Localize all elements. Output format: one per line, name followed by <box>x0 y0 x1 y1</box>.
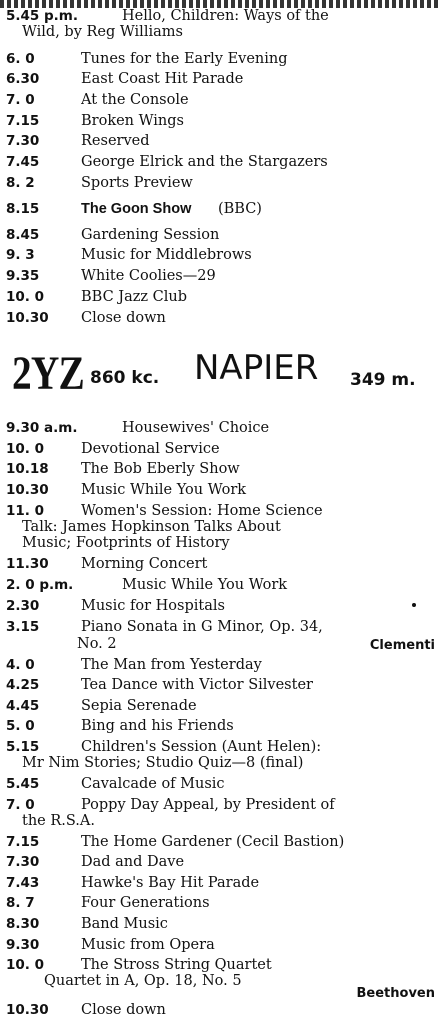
time-label: 8.45 <box>6 227 40 243</box>
time-label: 9.30 <box>6 937 40 953</box>
station-header <box>8 348 438 400</box>
time-label: 4. 0 <box>6 657 35 673</box>
program-title: Tea Dance with Victor Silvester <box>81 677 313 693</box>
program-title: Close down <box>81 310 166 326</box>
program-title: George Elrick and the Stargazers <box>81 154 328 170</box>
program-title: Music from Opera <box>81 937 215 953</box>
time-label: 7.30 <box>6 133 40 149</box>
program-title: Four Generations <box>81 895 210 911</box>
program-title: Children's Session (Aunt Helen): <box>81 739 322 755</box>
program-title: Devotional Service <box>81 441 220 457</box>
time-label: 10.30 <box>6 1002 49 1018</box>
program-continuation: the R.S.A. <box>22 813 95 829</box>
program-title: Women's Session: Home Science <box>81 503 323 519</box>
program-title: Cavalcade of Music <box>81 776 225 792</box>
time-label: 10.30 <box>6 310 49 326</box>
time-label: 5.45 <box>6 776 40 792</box>
program-title: Bing and his Friends <box>81 718 234 734</box>
program-title: Hello, Children: Ways of the <box>122 8 329 24</box>
program-title: At the Console <box>81 92 189 108</box>
time-label: 11. 0 <box>6 503 45 519</box>
program-title: The Stross String Quartet <box>81 957 272 973</box>
program-title: The Man from Yesterday <box>81 657 262 673</box>
time-label: 4.25 <box>6 677 40 693</box>
time-label: 4.45 <box>6 698 40 714</box>
time-label: 2. 0 p.m. <box>6 577 74 593</box>
wavelength: 349 m. <box>350 370 416 390</box>
program-title: Music for Hospitals <box>81 598 225 614</box>
bbc-note: (BBC) <box>217 201 262 217</box>
time-label: 9.35 <box>6 268 40 284</box>
time-label: 9.30 a.m. <box>6 420 78 436</box>
program-title: Music While You Work <box>81 482 247 498</box>
program-title: Band Music <box>81 916 168 932</box>
program-title: Reserved <box>81 133 150 149</box>
time-label: 10. 0 <box>6 957 45 973</box>
time-label: 8. 2 <box>6 175 35 191</box>
time-label: 7.15 <box>6 113 40 129</box>
time-label: 7.45 <box>6 154 40 170</box>
time-label: 2.30 <box>6 598 40 614</box>
program-continuation: Mr Nim Stories; Studio Quiz—8 (final) <box>22 755 304 771</box>
program-title: Close down <box>81 1002 166 1018</box>
time-label: 7.43 <box>6 875 40 891</box>
composer-credit: Clementi <box>369 638 435 653</box>
time-label: 8.30 <box>6 916 40 932</box>
time-label: 11.30 <box>6 556 49 572</box>
program-title: Morning Concert <box>81 556 208 572</box>
program-title: The Bob Eberly Show <box>81 461 240 477</box>
time-label: 8.15 <box>6 201 40 217</box>
program-title: Poppy Day Appeal, by President of <box>81 797 335 813</box>
time-label: 5.15 <box>6 739 40 755</box>
time-label: 3.15 <box>6 619 40 635</box>
program-title: Sepia Serenade <box>81 698 197 714</box>
station-city: NAPIER <box>194 348 319 388</box>
program-title: Music for Middlebrows <box>81 247 252 263</box>
time-label: 5.45 p.m. <box>6 8 78 24</box>
program-continuation: Quartet in A, Op. 18, No. 5 <box>44 973 242 989</box>
time-label: 6.30 <box>6 71 40 87</box>
program-title: White Coolies—29 <box>81 268 216 284</box>
program-continuation: Wild, by Reg Williams <box>22 24 183 40</box>
time-label: 10. 0 <box>6 441 45 457</box>
program-title: Tunes for the Early Evening <box>81 51 288 67</box>
time-label: 9. 3 <box>6 247 35 263</box>
program-title: Sports Preview <box>81 175 193 191</box>
call-sign: 2YZ <box>12 347 84 400</box>
program-title: BBC Jazz Club <box>81 289 187 305</box>
time-label: 6. 0 <box>6 51 35 67</box>
time-label: 10.18 <box>6 461 49 477</box>
print-speck <box>412 603 416 607</box>
goon-show-title: The Goon Show <box>81 201 192 217</box>
program-title: Housewives' Choice <box>122 420 270 436</box>
program-title: The Home Gardener (Cecil Bastion) <box>81 834 345 850</box>
time-label: 7.15 <box>6 834 40 850</box>
program-title: Piano Sonata in G Minor, Op. 34, <box>81 619 323 635</box>
frequency: 860 kc. <box>90 368 160 388</box>
program-title: Dad and Dave <box>81 854 185 870</box>
program-continuation: Music; Footprints of History <box>22 535 230 551</box>
composer-credit: Beethoven <box>356 986 435 1001</box>
time-label: 5. 0 <box>6 718 35 734</box>
torn-top-edge <box>0 0 441 8</box>
time-label: 10.30 <box>6 482 49 498</box>
program-title: Hawke's Bay Hit Parade <box>81 875 260 891</box>
time-label: 7.30 <box>6 854 40 870</box>
time-label: 8. 7 <box>6 895 35 911</box>
program-title: Broken Wings <box>81 113 184 129</box>
program-continuation: Talk: James Hopkinson Talks About <box>22 519 281 535</box>
program-title-featured <box>81 201 437 218</box>
program-title: Music While You Work <box>122 577 288 593</box>
time-label: 7. 0 <box>6 92 35 108</box>
program-title: Gardening Session <box>81 227 220 243</box>
program-continuation: No. 2 <box>77 636 117 652</box>
time-label: 7. 0 <box>6 797 35 813</box>
time-label: 10. 0 <box>6 289 45 305</box>
program-title: East Coast Hit Parade <box>81 71 244 87</box>
